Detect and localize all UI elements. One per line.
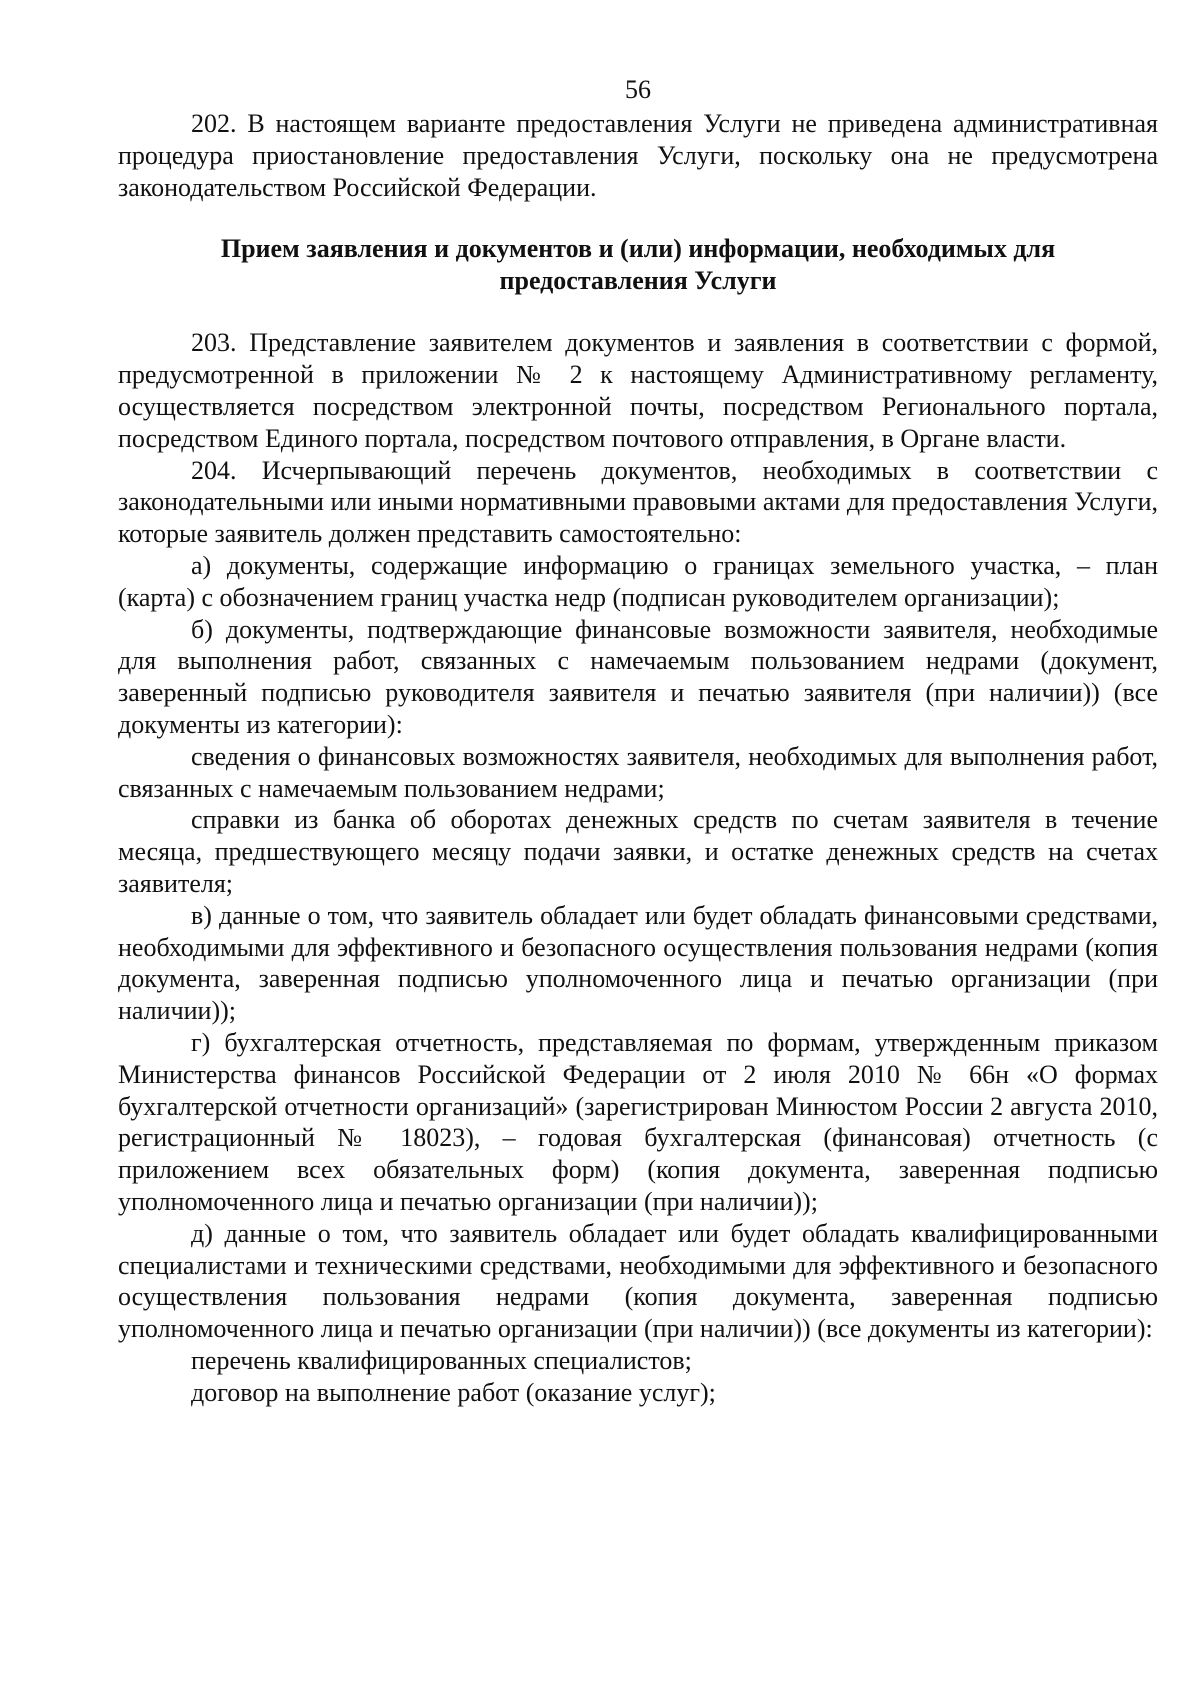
paragraph-item-v: в) данные о том, что заявитель обладает или будет обладать финансовыми средствами, необходимыми для эффективного и безопасного осуществления пользования недрами (копия документа, заверенная подписью уполномоченного лица и печатью организации (при наличии));	[118, 900, 1158, 1026]
paragraph-item-d-service-contract: договор на выполнение работ (оказание услуг);	[191, 1377, 716, 1407]
document-page	[118, 74, 1158, 1408]
paragraph-item-g: г) бухгалтерская отчетность, представляемая по формам, утвержденным приказом Министерства финансов Российской Федерации от 2 июля 2010 № 66н «О формах бухгалтерской отчетности организаций» (зарегистрирован Минюстом России 2 августа 2010, регистрационный № 18023), – годовая бухгалтерская (финансовая) отчетность (с приложением всех обязательных форм) (копия документа, заверенная подписью уполномоченного лица и печатью организации (при наличии));	[118, 1027, 1158, 1216]
paragraph-202: 202. В настоящем варианте предоставления Услуги не приведена административная процедура приостановление предоставления Услуги, поскольку она не предусмотрена законодательством Российской Федерации.	[118, 109, 1158, 202]
paragraph-item-d-specialists-list: перечень квалифицированных специалистов;	[191, 1345, 692, 1375]
paragraph-204: 204. Исчерпывающий перечень документов, необходимых в соответствии с законодательными или иными нормативными правовыми актами для предоставления Услуги, которые заявитель должен представить самостоятельно:	[118, 455, 1158, 549]
paragraph-item-b-bank-statements: справки из банка об оборотах денежных средств по счетам заявителя в течение месяца, предшествующего месяцу подачи заявки, и остатке денежных средств на счетах заявителя;	[118, 805, 1158, 898]
section-heading: Прием заявления и документов и (или) информации, необходимых для предоставления Услуги	[220, 234, 1056, 296]
paragraph-item-b: б) документы, подтверждающие финансовые возможности заявителя, необходимые для выполнения работ, связанных с намечаемым пользованием недрами (документ, заверенный подписью руководителя заявителя и печатью заявителя (при наличии)) (все документы из категории):	[118, 614, 1158, 739]
page-number: 56	[625, 75, 651, 104]
paragraph-203: 203. Представление заявителем документов и заявления в соответствии с формой, предусмотренной в приложении № 2 к настоящему Административному регламенту, осуществляется посредством электронной почты, посредством Регионального портала, посредством Единого портала, посредством почтового отправления, в Органе власти.	[118, 328, 1158, 453]
paragraph-item-b-financial-info: сведения о финансовых возможностях заявителя, необходимых для выполнения работ, связанных с намечаемым пользованием недрами;	[118, 741, 1158, 803]
paragraph-item-a: а) документы, содержащие информацию о границах земельного участка, – план (карта) с обозначением границ участка недр (подписан руководителем организации);	[118, 550, 1158, 612]
paragraph-item-d: д) данные о том, что заявитель обладает или будет обладать квалифицированными специалистами и техническими средствами, необходимыми для эффективного и безопасного осуществления пользования недрами (копия документа, заверенная подписью уполномоченного лица и печатью организации (при наличии)) (все документы из категории):	[118, 1218, 1158, 1344]
